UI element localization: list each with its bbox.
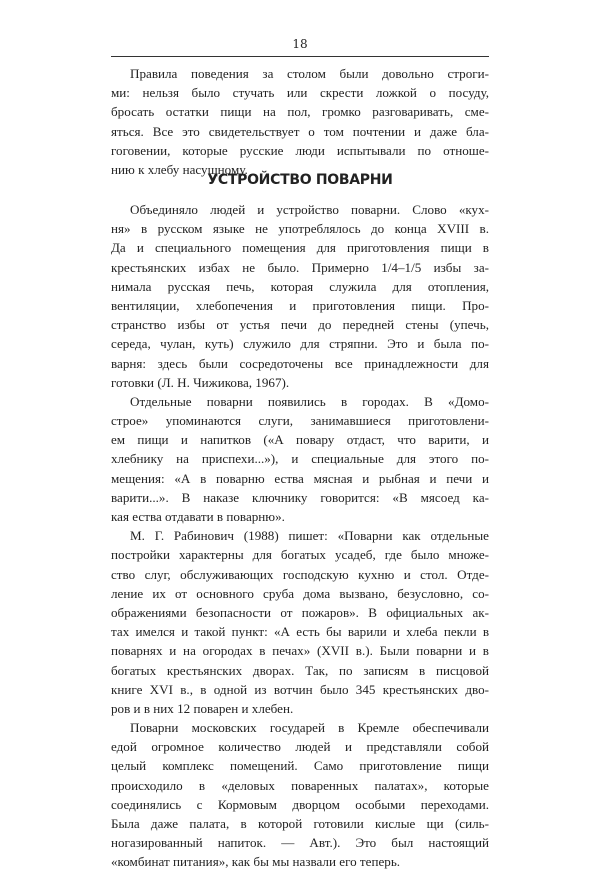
text-line: Была даже палата, в которой готовили кислые щи (силь-: [111, 816, 489, 831]
text-line: хлебнику на приспехи...»), и специальные для этого по-: [111, 451, 489, 467]
paragraph: [111, 200, 489, 392]
page-number: 18: [292, 37, 308, 51]
text-line: Да и специального помещения для приготовления пищи в: [111, 240, 489, 256]
text-line: строе» упоминаются слуги, занимавшиеся приготовлени-: [111, 413, 489, 429]
text-line: странство избы от устья печи до передней стены (упечь,: [111, 317, 489, 333]
header-rule: [111, 56, 489, 57]
text-line: ров и в них 12 поварен и хлебен.: [111, 700, 294, 716]
text-line: едой огромное количество людей и представляли собой: [111, 739, 489, 755]
text-line: богатых крестьянских дворах. Так, по записям в писцовой: [111, 662, 489, 678]
text-line: тах имелся и такой пункт: «А есть бы варили и хлеба пекли в: [111, 624, 489, 640]
paragraph: [111, 526, 489, 718]
text-line: вентиляции, хлебопечения и приготовления пищи. Про-: [111, 297, 489, 313]
text-line: варити...». В наказе ключнику говорится: «В мясоед ка-: [111, 489, 489, 505]
text-line: ображениями безопасности от пожаров». В официальных ак-: [111, 604, 489, 620]
text-line: Объединяло людей и устройство поварни. Слово «кух-: [130, 202, 489, 217]
text-line: нимала русская печь, которая служила для отопления,: [111, 278, 489, 294]
text-line: Отдельные поварни появились в городах. В «Домо-: [130, 393, 489, 409]
text-line: Поварни московских государей в Кремле обеспечивали: [130, 720, 489, 736]
text-line: кая ества отдавати в поварню».: [111, 509, 285, 524]
text-line: бросать остатки пищи на пол, громко разговаривать, сме-: [111, 104, 489, 120]
text-line: готовки (Л. Н. Чижикова, 1967).: [111, 374, 290, 390]
text-line: ство слуг, обслуживающих господскую кухню и стол. Отде-: [111, 566, 489, 582]
text-line: варня: здесь были сосредоточены все принадлежности для: [111, 355, 489, 371]
text-line: поварнях и на огородах в печах» (XVII в.). Были поварни и в: [111, 643, 489, 659]
text-line: «комбинат питания», как бы мы назвали его теперь.: [111, 854, 401, 870]
text-line: ми: нельзя было стучать или скрести ложкой о посуду,: [111, 85, 489, 101]
paragraph: [111, 718, 489, 872]
text-line: нию к хлебу насущному.: [111, 161, 248, 177]
paragraph: [111, 392, 489, 526]
text-line: гоговении, которые русские люди испытывали по отноше-: [111, 142, 489, 158]
text-line: соединялись с Кормовым дворцом особыми переходами.: [111, 796, 489, 812]
text-line: ногазированный напиток. — Авт.). Это был настоящий: [111, 835, 489, 851]
text-line: Правила поведения за столом были довольно строги-: [130, 66, 489, 81]
intro-paragraph: [111, 64, 489, 179]
text-line: постройки характерны для богатых усадеб, где было множе-: [111, 547, 489, 563]
text-line: яться. Все это свидетельствует о том почтении и даже бла-: [111, 123, 489, 139]
text-line: книге XVI в., в одной из вотчин было 345 крестьянских дво-: [111, 681, 489, 697]
text-line: М. Г. Рабинович (1988) пишет: «Поварни как отдельные: [130, 528, 489, 544]
text-line: мещения: «А в поварню ества мясная и рыбная и печи и: [111, 470, 489, 486]
text-line: происходило в «деловых поваренных палатах», которые: [111, 777, 489, 793]
section-body: [111, 200, 489, 872]
section-heading: УСТРОЙСТВО ПОВАРНИ: [207, 172, 393, 188]
text-line: середа, чулан, куть) служило для стряпни. Это и была по-: [111, 336, 489, 352]
text-line: ление их от основного сруба дома вызвано, безусловно, со-: [111, 585, 489, 601]
text-line: целый комплекс помещений. Само приготовление пищи: [111, 758, 489, 774]
text-line: ня» в русском языке не употреблялось до конца XVIII в.: [111, 221, 489, 237]
text-line: ем пищи и напитков («А повару отдаст, что варити, и: [111, 432, 489, 448]
text-line: крестьянских избах не было. Примерно 1/4–1/5 избы за-: [111, 259, 489, 275]
